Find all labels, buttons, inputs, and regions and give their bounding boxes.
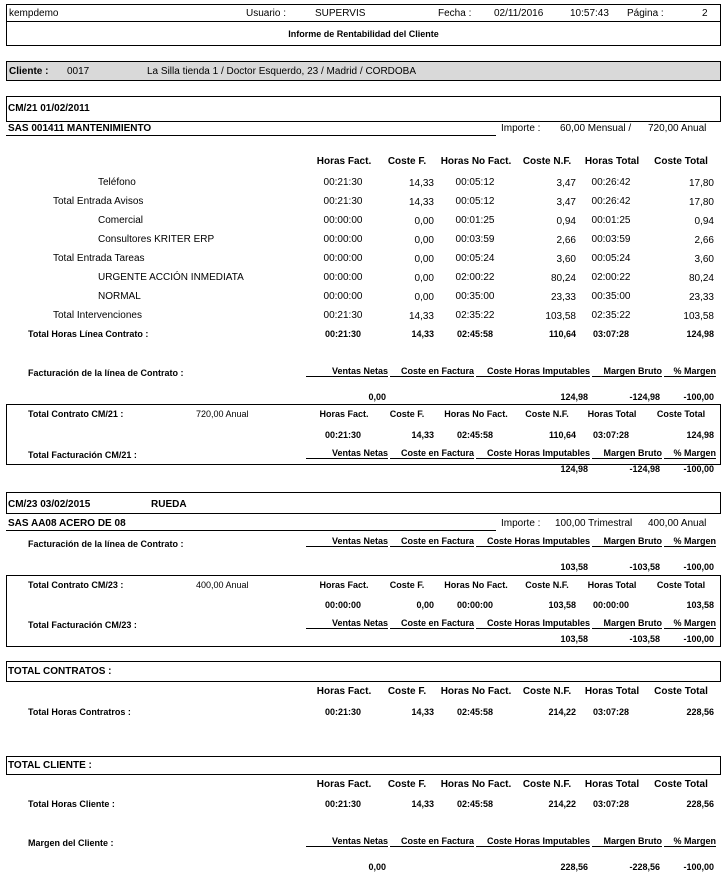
col-header-horas-total: Horas Total: [584, 686, 640, 697]
cell-horas-total: 00:35:00: [591, 291, 631, 302]
contract-2-fact-label: Facturación de la línea de Contrato :: [28, 539, 184, 549]
col-header-horas-no-fact: Horas No Fact.: [440, 779, 512, 790]
col-header-coste-total: Coste Total: [656, 409, 706, 419]
col-header-horas-total: Horas Total: [587, 409, 637, 419]
cell-coste-f: 0,00: [414, 235, 434, 246]
usuario-label: Usuario :: [246, 8, 287, 19]
col-header-coste-f: Coste F.: [387, 686, 427, 697]
fact-cell-ventas: 0,00: [368, 392, 386, 402]
fact-cell-coste-horas: 103,58: [560, 562, 588, 572]
col-header-horas-no-fact: Horas No Fact.: [444, 409, 508, 419]
fact-header-ventas: Ventas Netas: [306, 618, 388, 629]
fact-header-coste-factura: Coste en Factura: [390, 448, 474, 459]
cell-coste-f: 14,33: [408, 178, 434, 189]
cell-coste-nf: 3,47: [556, 178, 576, 189]
col-header-coste-nf: Coste N.F.: [522, 779, 572, 790]
cell-horas-fact: 00:21:30: [323, 310, 363, 321]
cell-horas-total: 00:01:25: [591, 215, 631, 226]
cell-coste-total: 124,98: [686, 430, 714, 440]
col-header-horas-fact: Horas Fact.: [316, 156, 372, 167]
fecha-value: 02/11/2016: [494, 8, 544, 19]
cell-horas-no-fact: 00:03:59: [455, 234, 495, 245]
cell-horas-fact: 00:00:00: [323, 272, 363, 283]
col-header-coste-f: Coste F.: [387, 156, 427, 167]
row-label: Total Entrada Avisos: [53, 196, 144, 207]
fact-cell-coste-horas: 103,58: [560, 634, 588, 644]
cell-horas-fact: 00:00:00: [323, 291, 363, 302]
fact-header-margen: Margen Bruto: [592, 366, 662, 377]
cell-horas-fact: 00:00:00: [324, 600, 362, 610]
cell-coste-f: 14,33: [408, 197, 434, 208]
cell-coste-nf: 23,33: [550, 292, 576, 303]
row-label: Total Entrada Tareas: [53, 253, 145, 264]
col-header-coste-total: Coste Total: [656, 580, 706, 590]
cell-coste-nf: 0,94: [556, 216, 576, 227]
company-name: kempdemo: [9, 8, 59, 19]
pagina-label: Página :: [627, 8, 664, 19]
total-cliente-title: TOTAL CLIENTE :: [8, 760, 92, 771]
contract-1-importe-anual: 720,00 Anual: [648, 123, 707, 134]
col-header-horas-fact: Horas Fact.: [316, 779, 372, 790]
col-header-coste-total: Coste Total: [654, 686, 708, 697]
fact-header-ventas: Ventas Netas: [306, 536, 388, 547]
client-name: La Silla tienda 1 / Doctor Esquerdo, 23 / Madrid / CORDOBA: [147, 66, 417, 77]
cell-coste-f: 0,00: [414, 216, 434, 227]
cell-coste-nf: 103,58: [545, 311, 576, 322]
row-label: Teléfono: [98, 177, 136, 188]
hora-value: 10:57:43: [570, 8, 609, 19]
fact-cell-pct: -100,00: [683, 392, 714, 402]
contract-2-total-fact-label: Total Facturación CM/23 :: [28, 620, 137, 630]
cell-horas-no-fact: 02:45:58: [456, 329, 494, 339]
fact-cell-pct: -100,00: [683, 562, 714, 572]
fact-header-coste-horas: Coste Horas Imputables: [476, 836, 590, 847]
fact-header-ventas: Ventas Netas: [306, 366, 388, 377]
fact-cell-margen: -228,56: [629, 862, 660, 872]
contract-1-total-line-label: Total Horas Línea Contrato :: [28, 329, 149, 339]
cell-horas-total: 03:07:28: [592, 799, 630, 809]
contract-2-title2: RUEDA: [151, 499, 187, 510]
cell-coste-total: 17,80: [688, 197, 714, 208]
cell-horas-no-fact: 02:35:22: [455, 310, 495, 321]
cell-horas-no-fact: 02:45:58: [456, 707, 494, 717]
fact-header-margen: Margen Bruto: [592, 618, 662, 629]
cell-coste-f: 14,33: [411, 799, 434, 809]
fact-header-pct: % Margen: [664, 448, 716, 459]
col-header-coste-nf: Coste N.F.: [525, 580, 569, 590]
cell-horas-no-fact: 00:00:00: [456, 600, 494, 610]
col-header-horas-fact: Horas Fact.: [319, 580, 369, 590]
fact-header-coste-horas: Coste Horas Imputables: [476, 366, 590, 377]
fact-header-ventas: Ventas Netas: [306, 448, 388, 459]
fact-cell-coste-horas: 124,98: [560, 464, 588, 474]
cell-coste-f: 14,33: [411, 430, 434, 440]
fact-cell-pct: -100,00: [683, 634, 714, 644]
cell-coste-total: 17,80: [688, 178, 714, 189]
cell-coste-nf: 214,22: [548, 707, 576, 717]
col-header-coste-f: Coste F.: [387, 779, 427, 790]
col-header-coste-nf: Coste N.F.: [525, 409, 569, 419]
cell-coste-nf: 3,60: [556, 254, 576, 265]
total-contratos-label: Total Horas Contratros :: [28, 707, 131, 717]
cell-horas-fact: 00:00:00: [323, 215, 363, 226]
cell-coste-nf: 3,47: [556, 197, 576, 208]
fact-header-pct: % Margen: [664, 536, 716, 547]
row-label: Total Intervenciones: [53, 310, 142, 321]
contract-1-total-anual: 720,00 Anual: [196, 409, 249, 419]
cell-horas-total: 00:05:24: [591, 253, 631, 264]
total-cliente-box: [6, 756, 721, 775]
cell-coste-nf: 214,22: [548, 799, 576, 809]
cell-horas-fact: 00:21:30: [324, 329, 362, 339]
fact-header-coste-horas: Coste Horas Imputables: [476, 618, 590, 629]
contract-1-line-underline: [6, 135, 496, 136]
margen-cliente-label: Margen del Cliente :: [28, 838, 114, 848]
contract-1-total-fact-label: Total Facturación CM/21 :: [28, 450, 137, 460]
cell-coste-nf: 110,64: [548, 329, 576, 339]
row-label: NORMAL: [98, 291, 141, 302]
cell-horas-no-fact: 00:01:25: [455, 215, 495, 226]
fact-header-coste-factura: Coste en Factura: [390, 536, 474, 547]
contract-2-line-underline: [6, 530, 496, 531]
cell-coste-f: 0,00: [416, 600, 434, 610]
cell-horas-fact: 00:21:30: [324, 430, 362, 440]
cell-coste-nf: 2,66: [556, 235, 576, 246]
cell-coste-total: 103,58: [683, 311, 714, 322]
cell-coste-total: 0,94: [694, 216, 714, 227]
fact-header-coste-horas: Coste Horas Imputables: [476, 448, 590, 459]
cell-horas-total: 02:00:22: [591, 272, 631, 283]
fact-cell-ventas: 0,00: [368, 862, 386, 872]
cell-coste-total: 228,56: [686, 707, 714, 717]
cell-horas-fact: 00:21:30: [323, 177, 363, 188]
contract-1-line: SAS 001411 MANTENIMIENTO: [8, 123, 152, 134]
contract-1-title: CM/21 01/02/2011: [8, 103, 90, 114]
contract-1-importe-mensual: 60,00 Mensual /: [560, 123, 632, 134]
cell-horas-fact: 00:21:30: [324, 707, 362, 717]
cell-horas-no-fact: 00:05:12: [455, 177, 495, 188]
fact-header-margen: Margen Bruto: [592, 536, 662, 547]
fecha-label: Fecha :: [438, 8, 472, 19]
col-header-horas-total: Horas Total: [584, 156, 640, 167]
fact-header-pct: % Margen: [664, 618, 716, 629]
col-header-horas-no-fact: Horas No Fact.: [444, 580, 508, 590]
pagina-value: 2: [702, 8, 708, 19]
cell-horas-no-fact: 02:00:22: [455, 272, 495, 283]
col-header-coste-nf: Coste N.F.: [522, 686, 572, 697]
cell-coste-f: 0,00: [414, 273, 434, 284]
fact-cell-margen: -124,98: [629, 392, 660, 402]
fact-header-margen: Margen Bruto: [592, 448, 662, 459]
row-label: Consultores KRITER ERP: [98, 234, 215, 245]
cell-coste-total: 124,98: [686, 329, 714, 339]
col-header-coste-nf: Coste N.F.: [522, 156, 572, 167]
fact-header-margen: Margen Bruto: [592, 836, 662, 847]
total-cliente-label: Total Horas Cliente :: [28, 799, 115, 809]
fact-cell-margen: -103,58: [629, 634, 660, 644]
fact-header-pct: % Margen: [664, 366, 716, 377]
fact-header-coste-factura: Coste en Factura: [390, 836, 474, 847]
col-header-horas-total: Horas Total: [587, 580, 637, 590]
contract-2-box: [6, 492, 721, 514]
fact-cell-pct: -100,00: [683, 862, 714, 872]
contract-1-box: [6, 96, 721, 122]
cell-horas-fact: 00:21:30: [323, 196, 363, 207]
col-header-coste-f: Coste F.: [389, 409, 425, 419]
cell-coste-f: 14,33: [408, 311, 434, 322]
cell-horas-fact: 00:21:30: [324, 799, 362, 809]
col-header-coste-total: Coste Total: [654, 779, 708, 790]
cell-horas-fact: 00:00:00: [323, 253, 363, 264]
cell-coste-f: 14,33: [411, 707, 434, 717]
cell-coste-nf: 80,24: [550, 273, 576, 284]
cell-coste-total: 228,56: [686, 799, 714, 809]
fact-cell-coste-horas: 124,98: [560, 392, 588, 402]
fact-cell-coste-horas: 228,56: [560, 862, 588, 872]
cell-horas-no-fact: 00:35:00: [455, 291, 495, 302]
col-header-horas-fact: Horas Fact.: [319, 409, 369, 419]
cell-horas-no-fact: 02:45:58: [456, 799, 494, 809]
cell-horas-total: 02:35:22: [591, 310, 631, 321]
fact-header-ventas: Ventas Netas: [306, 836, 388, 847]
fact-cell-margen: -124,98: [629, 464, 660, 474]
contract-1-total-label: Total Contrato CM/21 :: [28, 409, 124, 419]
contract-2-total-anual: 400,00 Anual: [196, 580, 249, 590]
total-contratos-title: TOTAL CONTRATOS :: [8, 666, 112, 677]
usuario-value: SUPERVIS: [315, 8, 366, 19]
cell-horas-total: 00:00:00: [592, 600, 630, 610]
contract-2-line: SAS AA08 ACERO DE 08: [8, 518, 126, 529]
cell-horas-fact: 00:00:00: [323, 234, 363, 245]
report-title: Informe de Rentabilidad del Cliente: [288, 29, 439, 39]
cell-coste-f: 0,00: [414, 254, 434, 265]
cell-coste-total: 3,60: [694, 254, 714, 265]
col-header-coste-f: Coste F.: [389, 580, 425, 590]
fact-cell-pct: -100,00: [683, 464, 714, 474]
cell-horas-total: 03:07:28: [592, 430, 630, 440]
contract-1-importe-label: Importe :: [501, 123, 541, 134]
cell-horas-total: 00:03:59: [591, 234, 631, 245]
contract-2-total-label: Total Contrato CM/23 :: [28, 580, 124, 590]
col-header-horas-total: Horas Total: [584, 779, 640, 790]
cell-horas-total: 00:26:42: [591, 177, 631, 188]
fact-header-coste-factura: Coste en Factura: [390, 618, 474, 629]
contract-2-title: CM/23 03/02/2015: [8, 499, 91, 510]
cell-coste-nf: 110,64: [548, 430, 576, 440]
col-header-horas-no-fact: Horas No Fact.: [440, 156, 512, 167]
fact-cell-margen: -103,58: [629, 562, 660, 572]
cell-horas-no-fact: 00:05:24: [455, 253, 495, 264]
col-header-coste-total: Coste Total: [654, 156, 708, 167]
row-label: URGENTE ACCIÓN INMEDIATA: [98, 272, 244, 283]
cell-horas-total: 03:07:28: [592, 329, 630, 339]
cell-coste-total: 103,58: [686, 600, 714, 610]
cell-coste-total: 2,66: [694, 235, 714, 246]
contract-1-fact-label: Facturación de la línea de Contrato :: [28, 368, 184, 378]
cell-horas-total: 00:26:42: [591, 196, 631, 207]
col-header-horas-no-fact: Horas No Fact.: [440, 686, 512, 697]
contract-2-importe-anual: 400,00 Anual: [648, 518, 707, 529]
cell-horas-total: 03:07:28: [592, 707, 630, 717]
cell-coste-total: 23,33: [688, 292, 714, 303]
cell-coste-f: 14,33: [411, 329, 434, 339]
cell-coste-f: 0,00: [414, 292, 434, 303]
contract-2-importe-label: Importe :: [501, 518, 541, 529]
fact-header-coste-factura: Coste en Factura: [390, 366, 474, 377]
client-code: 0017: [67, 66, 90, 77]
fact-header-coste-horas: Coste Horas Imputables: [476, 536, 590, 547]
fact-header-pct: % Margen: [664, 836, 716, 847]
cell-coste-total: 80,24: [688, 273, 714, 284]
client-label: Cliente :: [9, 66, 49, 77]
contract-2-importe-mensual: 100,00 Trimestral: [555, 518, 633, 529]
cell-horas-no-fact: 00:05:12: [455, 196, 495, 207]
cell-coste-nf: 103,58: [548, 600, 576, 610]
header-divider: [6, 21, 721, 22]
total-contratos-box: [6, 661, 721, 682]
row-label: Comercial: [98, 215, 144, 226]
col-header-horas-fact: Horas Fact.: [316, 686, 372, 697]
cell-horas-no-fact: 02:45:58: [456, 430, 494, 440]
